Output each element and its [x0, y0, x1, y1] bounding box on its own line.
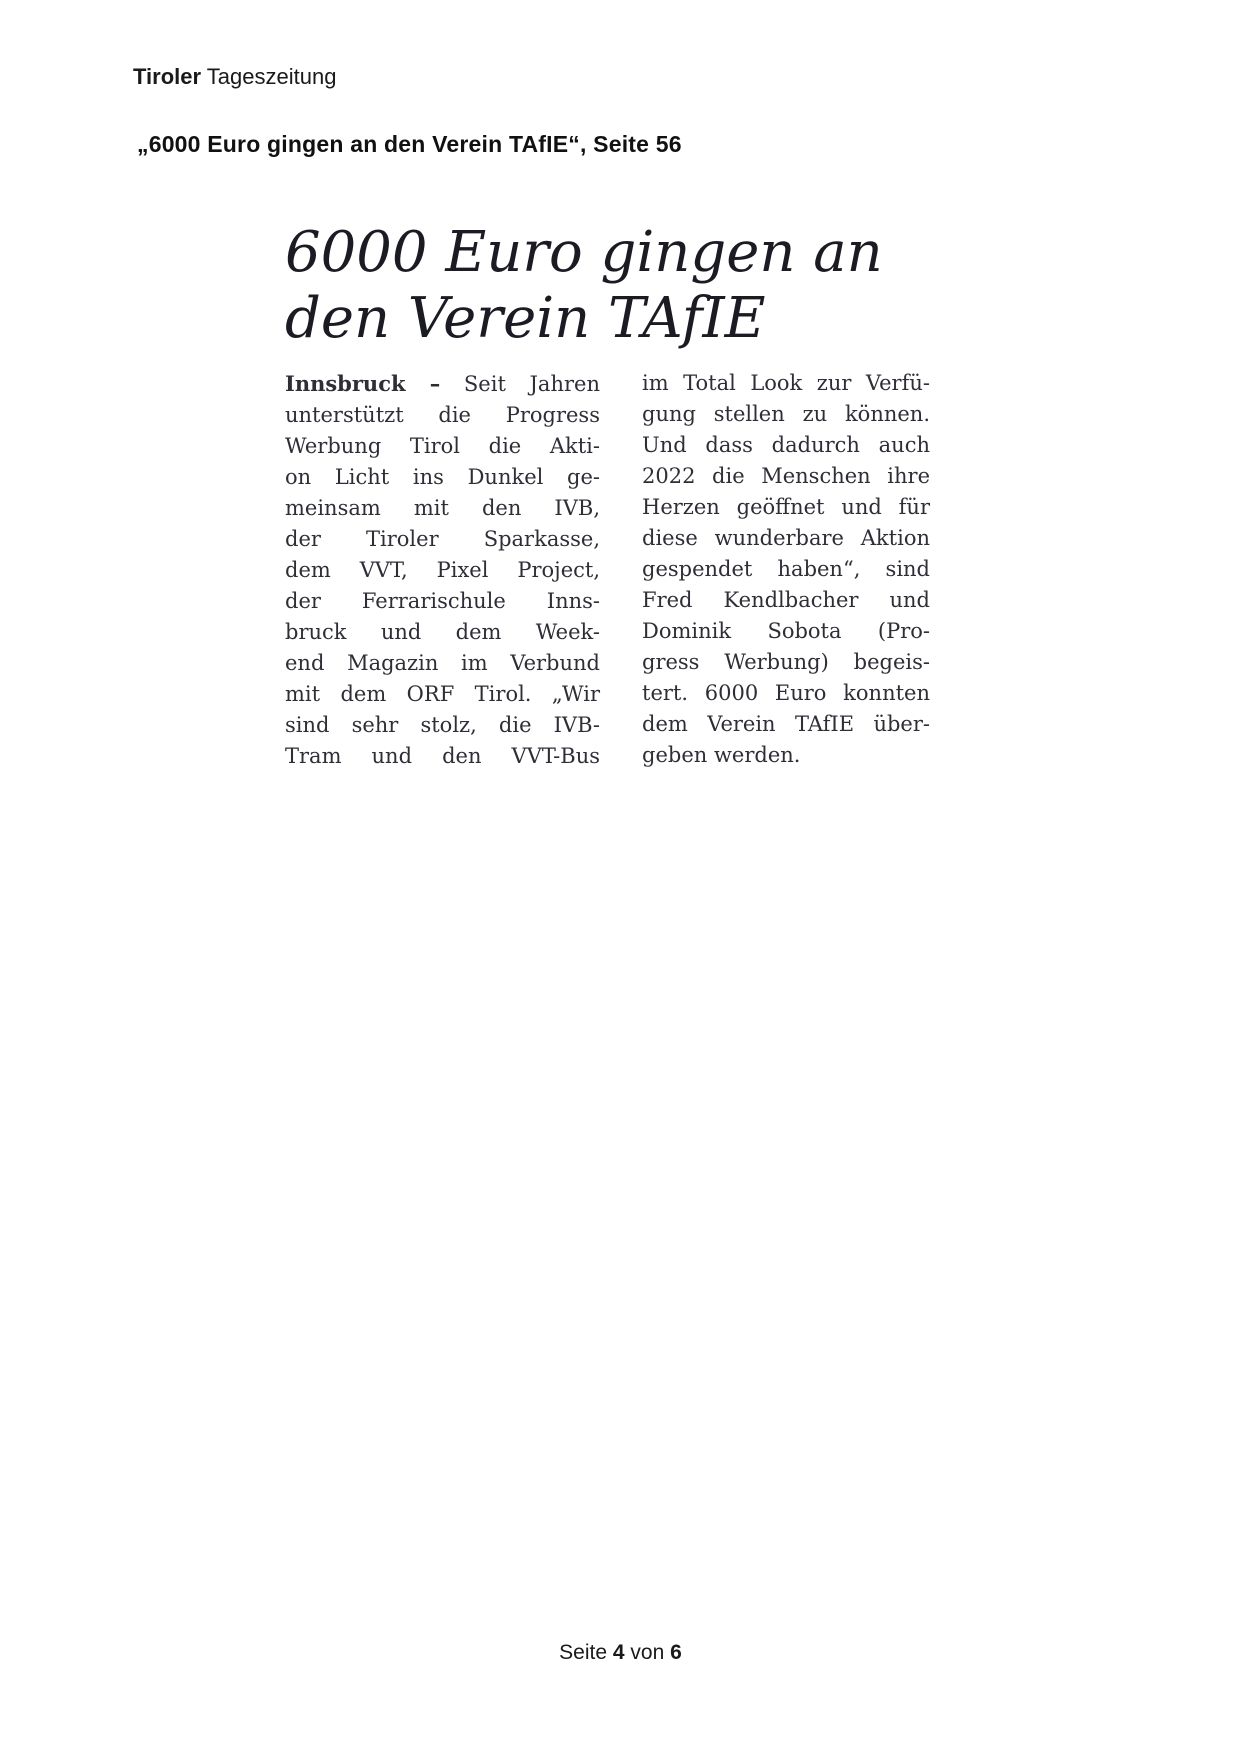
article-line: diese wunderbare Aktion	[642, 526, 930, 550]
article-column-1	[285, 368, 600, 772]
article-line: unterstützt die Progress	[285, 403, 600, 427]
article-line: der Tiroler Sparkasse,	[285, 527, 600, 551]
footer-of-label: von	[630, 1641, 665, 1664]
article-line: Dominik Sobota (Pro-	[642, 619, 930, 643]
article-line: dem Verein TAfIE über-	[642, 712, 930, 736]
footer-label: Seite	[559, 1641, 608, 1664]
article-line: end Magazin im Verbund	[285, 651, 600, 675]
article-line: der Ferrarischule Inns-	[285, 589, 600, 613]
masthead-brand-rest: Tageszeitung	[206, 64, 337, 89]
article-dateline: Innsbruck –	[285, 371, 441, 396]
article-line: tert. 6000 Euro konnten	[642, 681, 930, 705]
news-clipping	[285, 220, 933, 772]
article-line: 2022 die Menschen ihre	[642, 464, 930, 488]
article-line: on Licht ins Dunkel ge-	[285, 465, 600, 489]
footer-page-number: 4	[612, 1641, 625, 1664]
article-line: geben werden.	[642, 743, 801, 767]
article-line: meinsam mit den IVB,	[285, 496, 600, 520]
newspaper-masthead	[133, 64, 336, 90]
masthead-brand-bold: Tiroler	[133, 64, 202, 89]
article-headline-line-2: den Verein TAfIE	[285, 286, 766, 351]
article-line: Fred Kendlbacher und	[642, 588, 930, 612]
document-title: „6000 Euro gingen an den Verein TAfIE“, Seite 56	[137, 131, 682, 157]
article-column-2-lines	[642, 368, 930, 771]
article-line: gespendet haben“, sind	[642, 557, 930, 581]
article-line: gung stellen zu können.	[642, 402, 930, 426]
article-line: mit dem ORF Tirol. „Wir	[285, 682, 600, 706]
article-line: Herzen geöffnet und für	[642, 495, 930, 519]
article-line: sind sehr stolz, die IVB-	[285, 713, 600, 737]
article-line: Werbung Tirol die Akti-	[285, 434, 600, 458]
article-line: gress Werbung) begeis-	[642, 650, 930, 674]
article-line: Und dass dadurch auch	[642, 433, 930, 457]
article-lead-rest: Seit Jahren	[463, 372, 600, 396]
article-line: dem VVT, Pixel Project,	[285, 558, 600, 582]
article-headline-line-1: 6000 Euro gingen an	[285, 220, 883, 285]
article-body	[285, 368, 933, 772]
article-headline	[285, 220, 933, 352]
page-footer	[0, 1641, 1241, 1665]
article-line: bruck und dem Week-	[285, 620, 600, 644]
article-line: im Total Look zur Verfü-	[642, 371, 930, 395]
footer-total-pages: 6	[670, 1641, 682, 1664]
article-column-2	[642, 368, 930, 772]
article-line: Tram und den VVT-Bus	[285, 744, 600, 768]
article-lead-line	[285, 368, 600, 400]
article-column-1-lines	[285, 400, 600, 772]
